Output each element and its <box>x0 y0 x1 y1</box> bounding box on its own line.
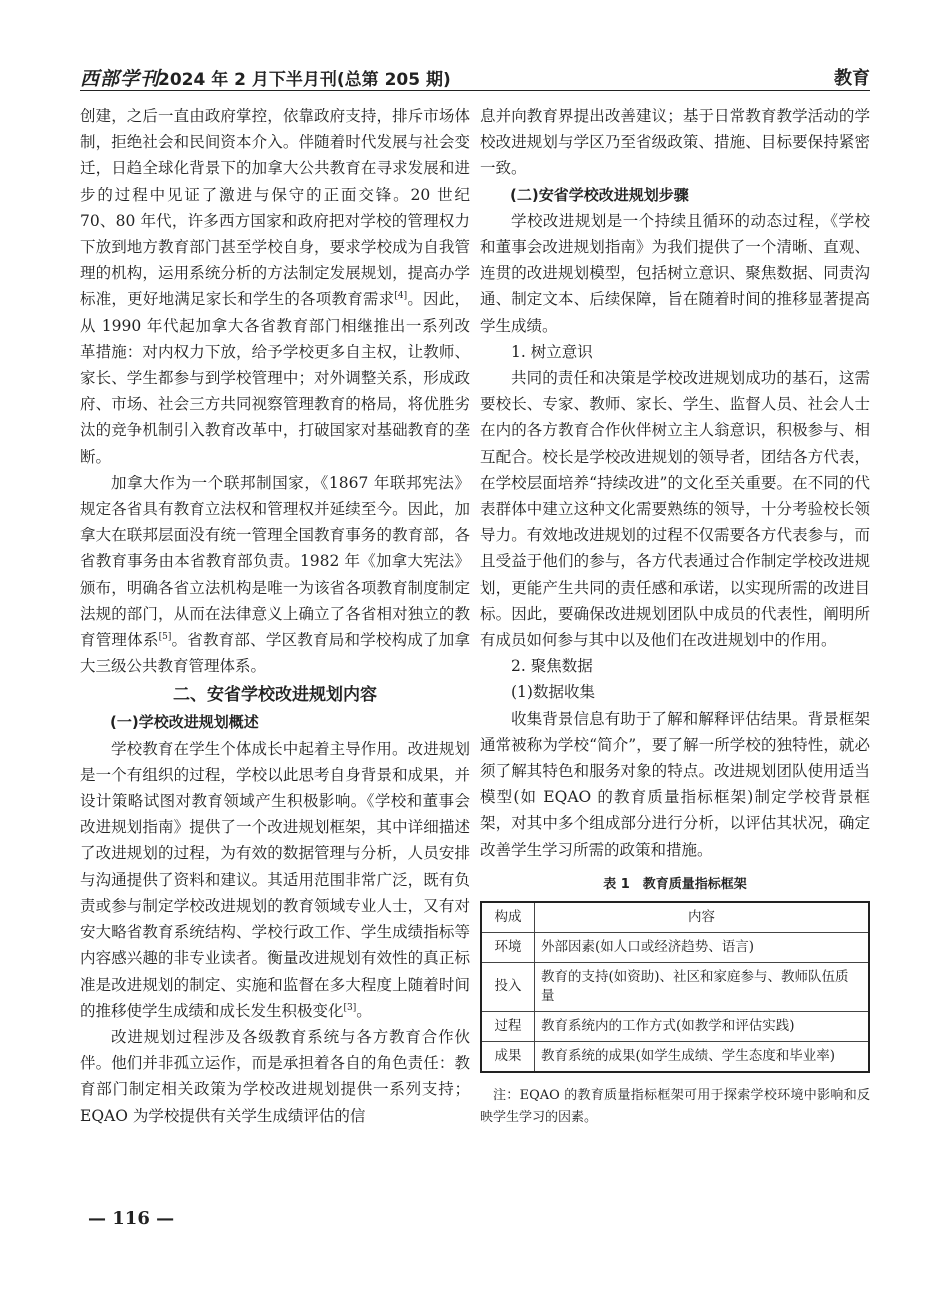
table-note: 注：EQAO 的教育质量指标框架可用于探索学校环境中影响和反映学生学习的因素。 <box>480 1087 870 1125</box>
table-cell: 投入 <box>481 962 535 1011</box>
table-cell: 教育系统内的工作方式(如教学和评估实践) <box>535 1011 870 1041</box>
journal-logo: 西部学刊 <box>80 68 161 90</box>
citation: [5] <box>158 631 172 642</box>
subsection-heading: (二)安省学校改进规划步骤 <box>510 185 689 204</box>
page-number: — 116 — <box>88 1208 175 1229</box>
table-row <box>481 962 869 1011</box>
table-header: 内容 <box>535 902 870 933</box>
right-column <box>480 103 870 1129</box>
step-heading: 1. 树立意识 <box>511 342 593 361</box>
section-name: 教育 <box>834 68 870 89</box>
table-cell: 环境 <box>481 932 535 962</box>
issue-info: 2024 年 2 月下半月刊(总第 205 期) <box>158 70 451 90</box>
section-heading: 二、安省学校改进规划内容 <box>173 685 377 706</box>
table-header: 构成 <box>481 902 535 933</box>
table-header-row <box>481 902 869 933</box>
table-cell: 外部因素(如人口或经济趋势、语言) <box>535 932 870 962</box>
paragraph: 改进规划过程涉及各级教育系统与各方教育合作伙伴。他们并非孤立运作，而是承担着各自的角色责任：教育部门制定相关政策为学校改进规划提供一系列支持；EQAO 为学校提供有关学生成绩评估的信 <box>80 1027 470 1125</box>
citation: [3] <box>343 1002 357 1013</box>
paragraph: 息并向教育界提出改善建议；基于日常教育教学活动的学校改进规划与学区乃至省级政策、措施、目标要保持紧密一致。 <box>480 107 870 178</box>
citation: [4] <box>394 291 408 302</box>
quality-indicator-table <box>480 901 870 1073</box>
left-column <box>80 103 470 1129</box>
paragraph: 收集背景信息有助于了解和解释评估结果。背景框架通常被称为学校“简介”，要了解一所学校的独特性，就必须了解其特色和服务对象的特点。改进规划团队使用适当模型(如 EQAO 的教育质量指标框架)制定学校背景框架，对其中多个组成部分进行分析，以评估其状况，确定改善学生学习所需的政策和措施。 <box>480 709 870 859</box>
paragraph: 学校教育在学生个体成长中起着主导作用。改进规划是一个有组织的过程，学校以此思考自身背景和成果，并设计策略试图对教育领域产生积极影响。《学校和董事会改进规划指南》提供了一个改进规划框架，其中详细描述了改进规划的过程，为有效的数据管理与分析，人员安排与沟通提供了资料和建议。其适用范围非常广泛，既有负责或参与制定学校改进规划的教育领域专业人士，又有对安大略省教育系统结构、学校行政工作、学生成绩指标等内容感兴趣的非专业读者。衡量改进规划有效性的真正标准是改进规划的制定、实施和监督在多大程度上随着时间的推移使学生成绩和成长发生积极变化[3]。 <box>80 739 470 1020</box>
running-header <box>80 60 870 91</box>
table-caption: 表 1 教育质量指标框架 <box>603 876 747 892</box>
subsection-heading: (一)学校改进规划概述 <box>110 713 259 732</box>
table-cell: 成果 <box>481 1041 535 1072</box>
table-cell: 过程 <box>481 1011 535 1041</box>
table-cell: 教育系统的成果(如学生成绩、学生态度和毕业率) <box>535 1041 870 1072</box>
table-row <box>481 1011 869 1041</box>
table-row <box>481 1041 869 1072</box>
paragraph: 加拿大作为一个联邦制国家，《1867 年联邦宪法》规定各省具有教育立法权和管理权并延续至今。因此，加拿大在联邦层面没有统一管理全国教育事务的教育部，各省教育事务由本省教育部负责。1982 年《加拿大宪法》颁布，明确各省立法机构是唯一为该省各项教育制度制定法规的部门，从而在法律意义上确立了各省相对独立的教育管理体系[5]。省教育部、学区教育局和学校构成了加拿大三级公共教育管理体系。 <box>80 473 470 676</box>
step-heading: 2. 聚焦数据 <box>511 657 593 676</box>
paragraph: 学校改进规划是一个持续且循环的动态过程，《学校和董事会改进规划指南》为我们提供了一个清晰、直观、连贯的改进规划模型，包括树立意识、聚焦数据、同责沟通、制定文本、后续保障，旨在随着时间的推移显著提高学生成绩。 <box>480 211 870 335</box>
table-row <box>481 932 869 962</box>
table-cell: 教育的支持(如资助)、社区和家庭参与、教师队伍质量 <box>535 962 870 1011</box>
substep-heading: (1)数据收集 <box>511 683 595 702</box>
paragraph: 创建，之后一直由政府掌控，依靠政府支持，排斥市场体制，拒绝社会和民间资本介入。伴随着时代发展与社会变迁，日趋全球化背景下的加拿大公共教育在寻求发展和进步的过程中见证了激进与保守的正面交锋。20 世纪 70、80 年代，许多西方国家和政府把对学校的管理权力下放到地方教育部门甚至学校自身，要求学校成为自我管理的机构，运用系统分析的方法制定发展规划，提高办学标准，更好地满足家长和学生的各项教育需求[4]。因此，从 1990 年代起加拿大各省教育部门相继推出一系列改革措施：对内权力下放，给予学校更多自主权，让教师、家长、学生都参与到学校管理中；对外调整关系，形成政府、市场、社会三方共同视察管理教育的格局，将优胜劣汰的竞争机制引入教育改革中，打破国家对基础教育的垄断。 <box>80 107 470 466</box>
paragraph: 共同的责任和决策是学校改进规划成功的基石，这需要校长、专家、教师、家长、学生、监督人员、社会人士在内的各方教育合作伙伴树立主人翁意识，积极参与、相互配合。校长是学校改进规划的领导者，团结各方代表，在学校层面培养“持续改进”的文化至关重要。在不同的代表群体中建立这种文化需要熟练的领导，十分考验校长领导力。有效地改进规划的过程不仅需要各方代表参与，而且受益于他们的参与，各方代表通过合作制定学校改进规划，更能产生共同的责任感和承诺，以实现所需的改进目标。因此，要确保改进规划团队中成员的代表性，阐明所有成员如何参与其中以及他们在改进规划中的作用。 <box>480 369 870 650</box>
